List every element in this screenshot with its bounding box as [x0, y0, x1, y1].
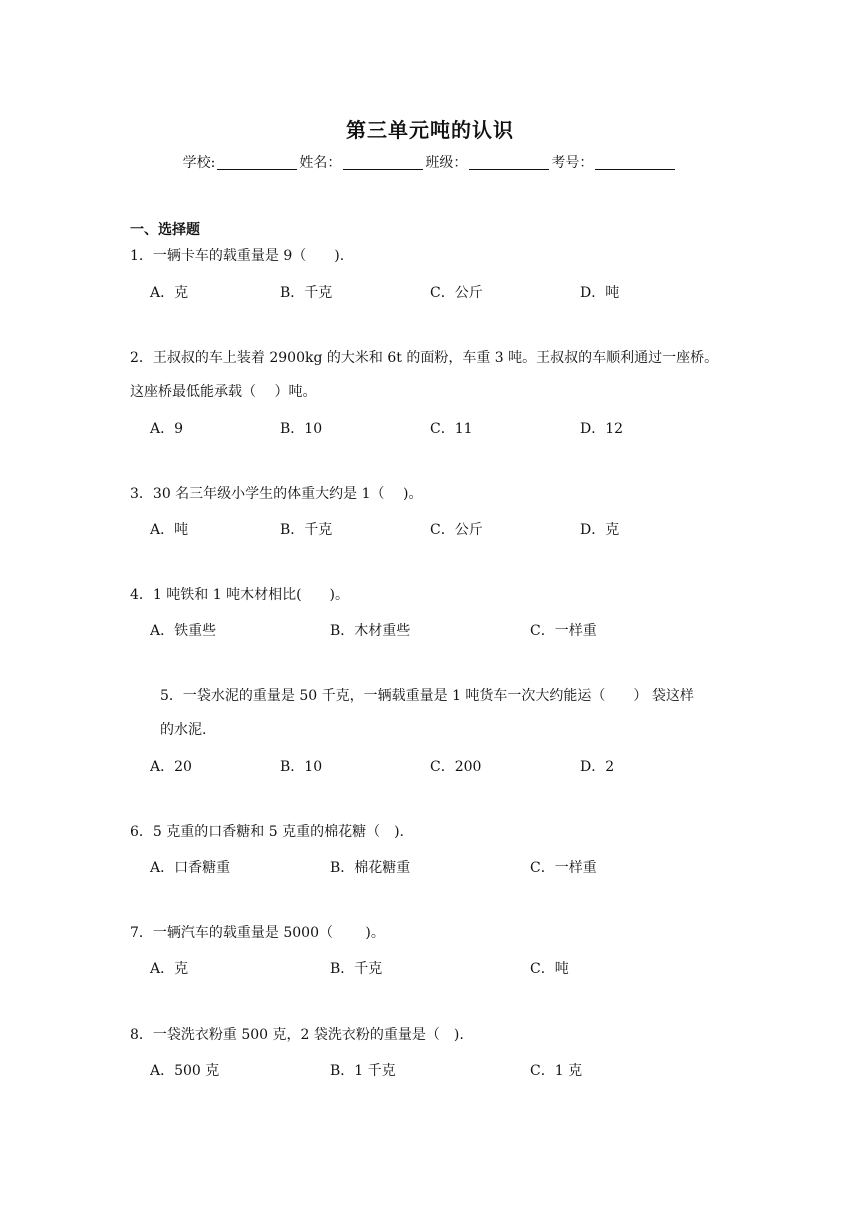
question-7-option-c[interactable]: C．吨 — [530, 961, 569, 977]
question-5-option-c[interactable]: C．200 — [430, 759, 482, 775]
question-5-option-d[interactable]: D．2 — [580, 759, 615, 775]
class-label: 班级： — [425, 155, 468, 171]
question-2-option-b[interactable]: B．10 — [280, 421, 323, 437]
question-8-option-b[interactable]: B．1 千克 — [330, 1063, 396, 1079]
question-1-option-a[interactable]: A．克 — [150, 285, 189, 301]
question-4-option-c[interactable]: C．一样重 — [530, 623, 597, 639]
question-5-stem-line-2: 的水泥. — [160, 722, 207, 738]
section-heading: 一、选择题 — [130, 222, 200, 238]
student-info-line — [0, 152, 860, 172]
question-6-option-a[interactable]: A．口香糖重 — [150, 860, 231, 876]
question-8-stem: 8．一袋洗衣粉重 500 克，2 袋洗衣粉的重量是（ ). — [130, 1027, 464, 1043]
school-blank[interactable] — [217, 155, 297, 170]
question-5-option-a[interactable]: A．20 — [150, 759, 192, 775]
question-6-stem: 6．5 克重的口香糖和 5 克重的棉花糖（ ). — [130, 824, 404, 840]
question-1-stem: 1．一辆卡车的载重量是 9（ ). — [130, 248, 345, 264]
question-8-option-c[interactable]: C．1 克 — [530, 1063, 583, 1079]
question-6-option-b[interactable]: B．棉花糖重 — [330, 860, 411, 876]
name-blank[interactable] — [343, 155, 423, 170]
exam-no-label: 考号： — [551, 155, 594, 171]
exam-no-blank[interactable] — [595, 155, 675, 170]
question-3-option-c[interactable]: C．公斤 — [430, 522, 483, 538]
question-4-option-a[interactable]: A．铁重些 — [150, 623, 217, 639]
question-3-option-b[interactable]: B．千克 — [280, 522, 333, 538]
question-2-option-a[interactable]: A．9 — [150, 421, 184, 437]
question-2-stem-line-1: 2．王叔叔的车上装着 2900kg 的大米和 6t 的面粉，车重 3 吨。王叔叔的车顺利通过一座桥。 — [130, 350, 719, 366]
question-2-option-d[interactable]: D．12 — [580, 421, 624, 437]
question-2-option-c[interactable]: C．11 — [430, 421, 473, 437]
question-7-stem: 7．一辆汽车的载重量是 5000（ )。 — [130, 925, 385, 941]
class-blank[interactable] — [469, 155, 549, 170]
question-3-option-a[interactable]: A．吨 — [150, 522, 189, 538]
page-title: 第三单元吨的认识 — [346, 118, 514, 142]
question-4-stem: 4．1 吨铁和 1 吨木材相比( )。 — [130, 587, 349, 603]
question-6-option-c[interactable]: C．一样重 — [530, 860, 597, 876]
question-1-option-b[interactable]: B．千克 — [280, 285, 333, 301]
question-3-stem: 3．30 名三年级小学生的体重大约是 1（ )。 — [130, 486, 423, 502]
school-label: 学校: — [182, 155, 216, 171]
question-8-option-a[interactable]: A．500 克 — [150, 1063, 220, 1079]
question-3-option-d[interactable]: D．克 — [580, 522, 620, 538]
question-4-option-b[interactable]: B．木材重些 — [330, 623, 411, 639]
question-1-option-c[interactable]: C．公斤 — [430, 285, 483, 301]
question-2-stem-line-2: 这座桥最低能承载（ ）吨。 — [130, 384, 317, 400]
name-label: 姓名： — [299, 155, 342, 171]
question-1-option-d[interactable]: D．吨 — [580, 285, 620, 301]
question-5-option-b[interactable]: B．10 — [280, 759, 323, 775]
question-7-option-a[interactable]: A．克 — [150, 961, 189, 977]
question-7-option-b[interactable]: B．千克 — [330, 961, 383, 977]
question-5-stem-line-1: 5．一袋水泥的重量是 50 千克，一辆载重量是 1 吨货车一次大约能运（ ） 袋这样 — [160, 688, 694, 704]
